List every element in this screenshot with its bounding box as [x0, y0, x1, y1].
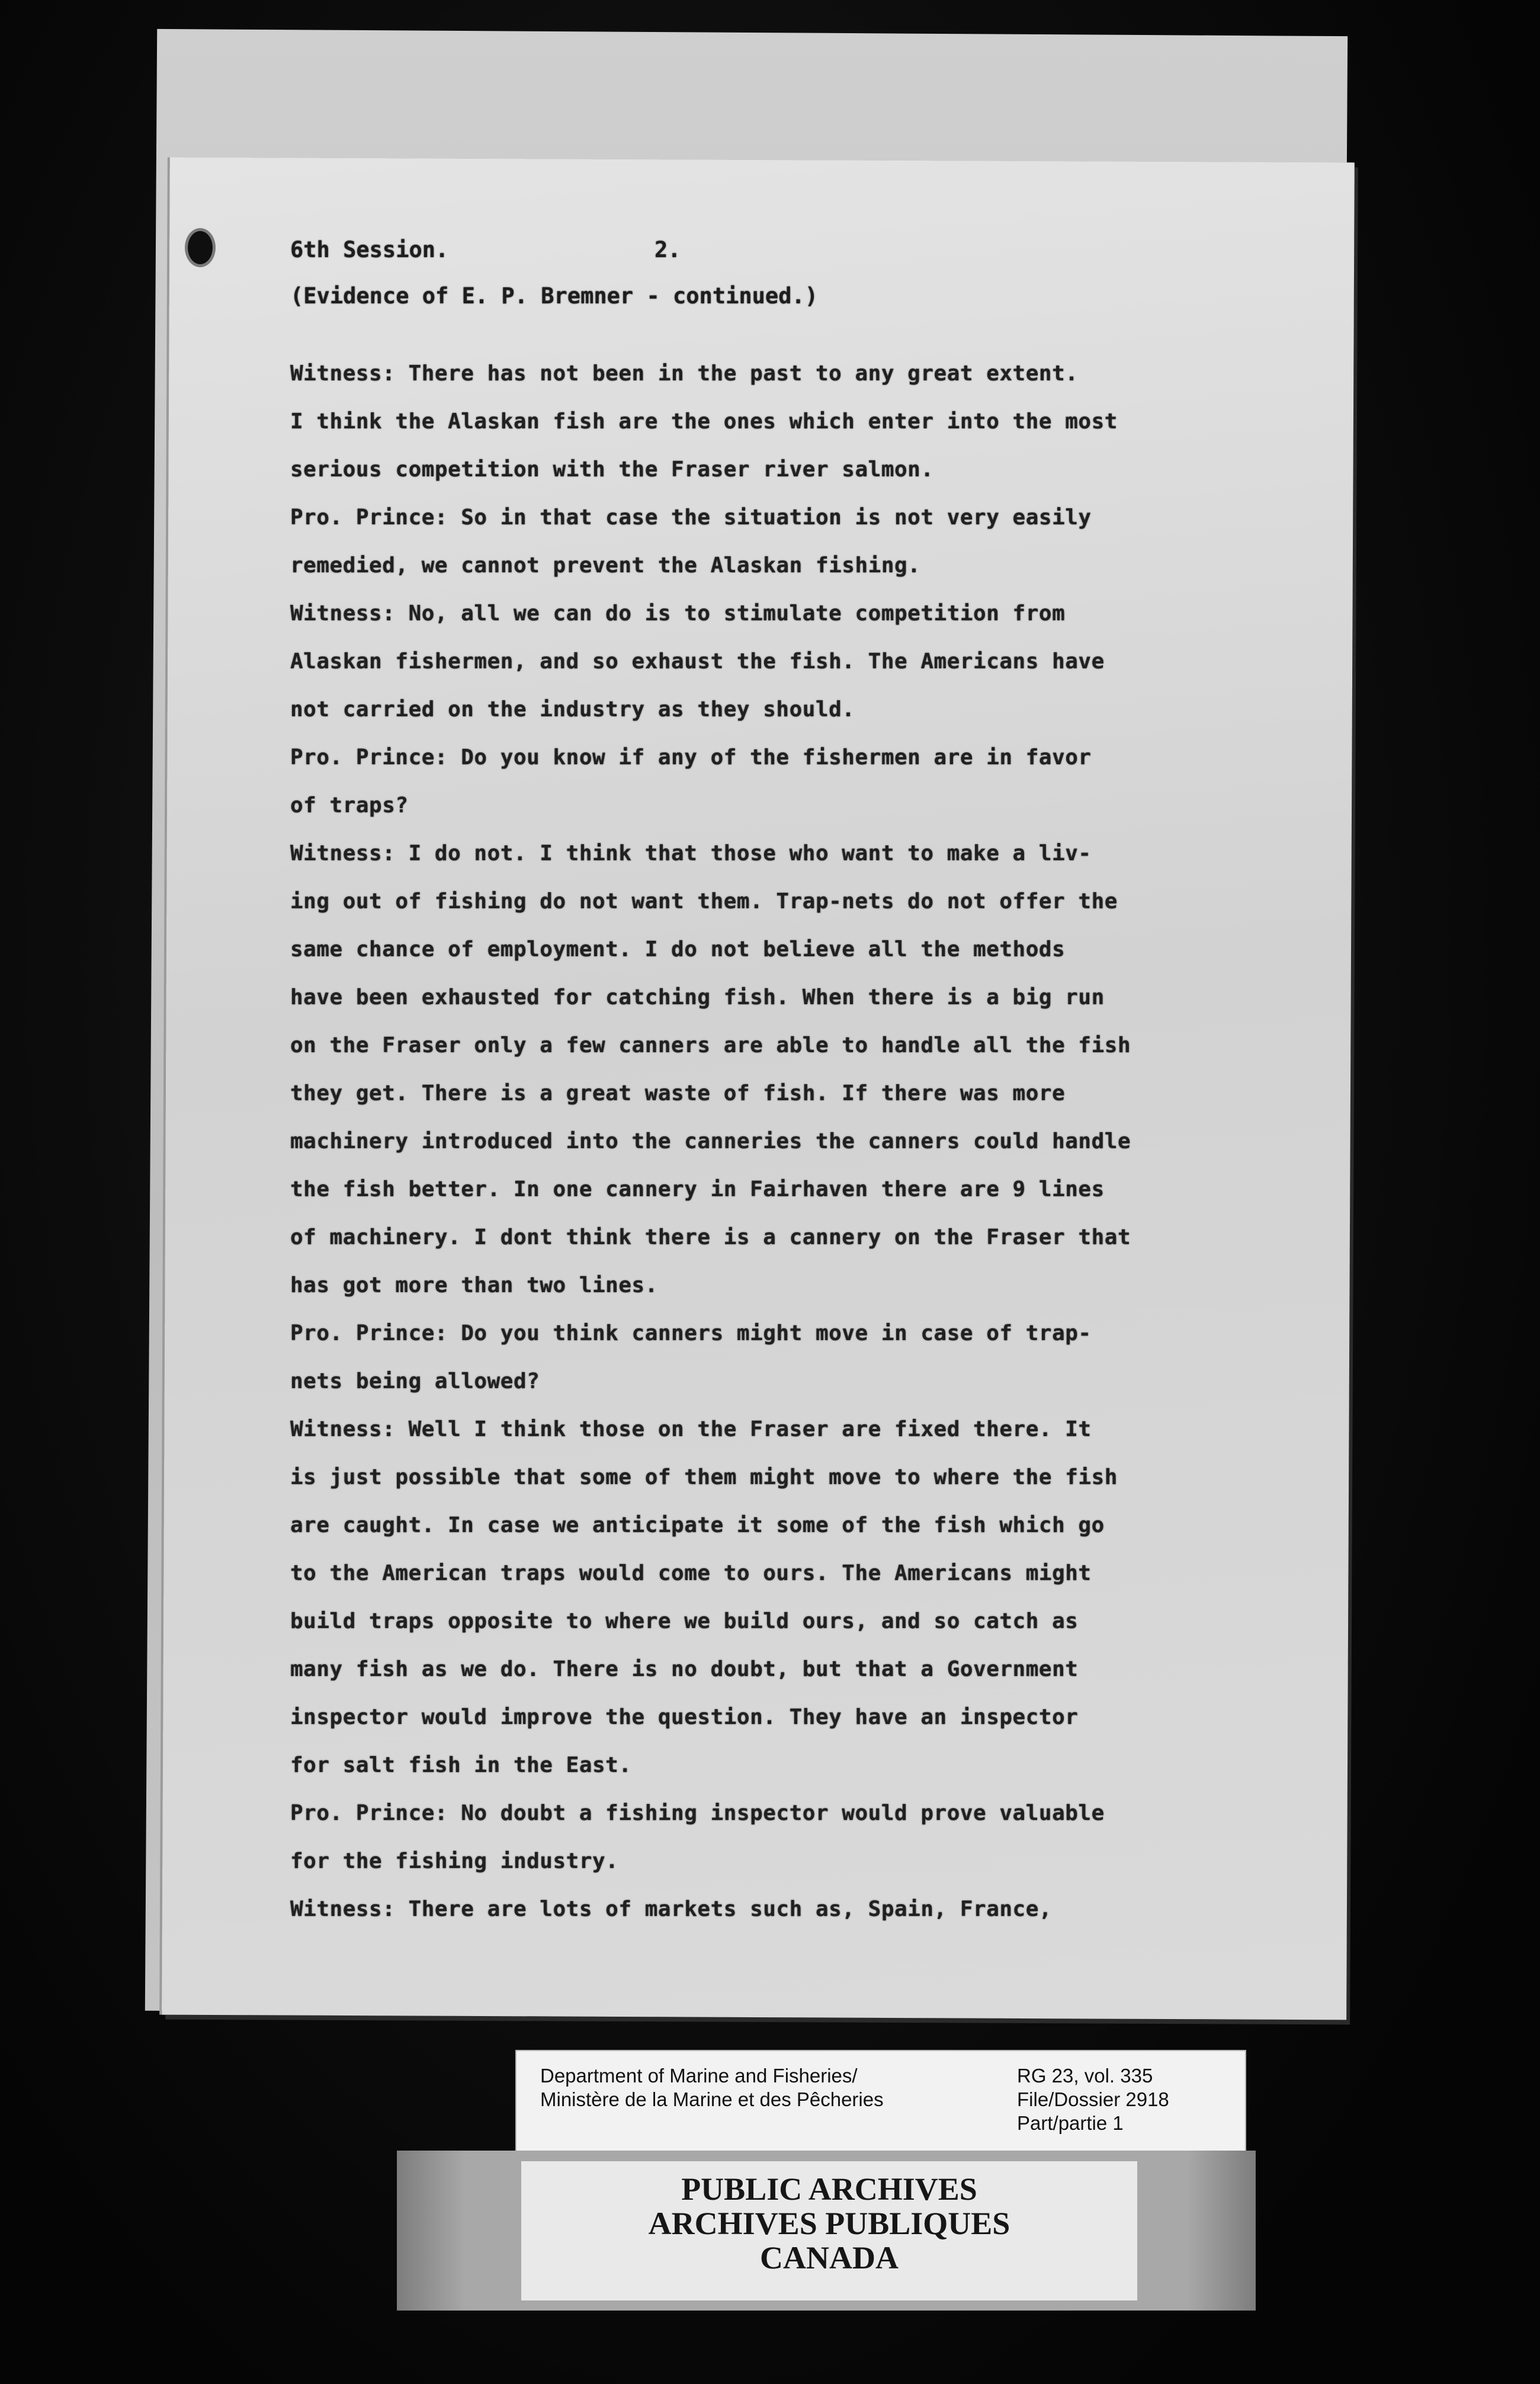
text-line: for salt fish in the East.	[290, 1753, 632, 1777]
department-english: Department of Marine and Fisheries/	[540, 2065, 858, 2087]
text-line: of traps?	[290, 793, 409, 818]
stamp-line-english: PUBLIC ARCHIVES	[681, 2171, 977, 2207]
text-line: machinery introduced into the canneries the canners could handle	[290, 1129, 1131, 1153]
text-line: they get. There is a great waste of fish. If there was more	[290, 1081, 1066, 1106]
text-line: serious competition with the Fraser river salmon.	[290, 457, 934, 482]
text-line: Witness: No, all we can do is to stimulate competition from	[290, 601, 1066, 626]
text-line: has got more than two lines.	[290, 1273, 658, 1297]
archives-stamp-band	[397, 2151, 1256, 2311]
text-line: remedied, we cannot prevent the Alaskan fishing.	[290, 553, 921, 578]
text-line: for the fishing industry.	[290, 1849, 619, 1873]
text-line: I think the Alaskan fish are the ones which enter into the most	[290, 409, 1118, 434]
archives-stamp	[521, 2161, 1137, 2300]
text-line: ing out of fishing do not want them. Trap-nets do not offer the	[290, 889, 1118, 914]
text-line: many fish as we do. There is no doubt, but that a Government	[290, 1657, 1079, 1681]
text-line: nets being allowed?	[290, 1369, 540, 1393]
part-number: Part/partie 1	[1017, 2112, 1124, 2134]
session-label: 6th Session.	[290, 237, 449, 262]
department-french: Ministère de la Marine et des Pêcheries	[540, 2088, 884, 2110]
stamp-line-country: CANADA	[760, 2240, 899, 2276]
text-line: of machinery. I dont think there is a cannery on the Fraser that	[290, 1225, 1131, 1249]
record-reference	[1017, 2064, 1169, 2135]
file-number: File/Dossier 2918	[1017, 2088, 1169, 2110]
punch-hole	[185, 228, 216, 267]
department-names	[540, 2064, 884, 2111]
text-line: Pro. Prince: No doubt a fishing inspector would prove valuable	[290, 1801, 1105, 1825]
text-line: Witness: I do not. I think that those who want to make a liv-	[290, 841, 1092, 866]
text-line: have been exhausted for catching fish. When there is a big run	[290, 985, 1105, 1010]
text-line: Pro. Prince: Do you think canners might move in case of trap-	[290, 1321, 1092, 1345]
text-line: on the Fraser only a few canners are able to handle all the fish	[290, 1033, 1131, 1058]
stamp-line-french: ARCHIVES PUBLIQUES	[648, 2206, 1010, 2241]
text-line: Alaskan fishermen, and so exhaust the fish. The Americans have	[290, 649, 1105, 674]
record-group: RG 23, vol. 335	[1017, 2065, 1153, 2087]
text-line: to the American traps would come to ours. The Americans might	[290, 1561, 1092, 1585]
text-line: the fish better. In one cannery in Fairhaven there are 9 lines	[290, 1177, 1105, 1201]
testimony-body	[290, 350, 1214, 1933]
text-line: Witness: There are lots of markets such as, Spain, France,	[290, 1897, 1053, 1921]
page-number: 2.	[654, 237, 681, 262]
text-line: Pro. Prince: Do you know if any of the fishermen are in favor	[290, 745, 1092, 770]
text-line: inspector would improve the question. They have an inspector	[290, 1705, 1079, 1729]
text-line: same chance of employment. I do not believe all the methods	[290, 937, 1066, 962]
text-line: Pro. Prince: So in that case the situation is not very easily	[290, 505, 1092, 530]
text-line: build traps opposite to where we build ours, and so catch as	[290, 1609, 1079, 1633]
text-line: Witness: Well I think those on the Fraser are fixed there. It	[290, 1417, 1092, 1441]
text-line: is just possible that some of them might move to where the fish	[290, 1465, 1118, 1489]
evidence-subheading: (Evidence of E. P. Bremner - continued.)	[290, 283, 819, 309]
text-line: are caught. In case we anticipate it some of the fish which go	[290, 1513, 1105, 1537]
text-line: not carried on the industry as they should.	[290, 697, 855, 722]
text-line: Witness: There has not been in the past to any great extent.	[290, 361, 1079, 386]
